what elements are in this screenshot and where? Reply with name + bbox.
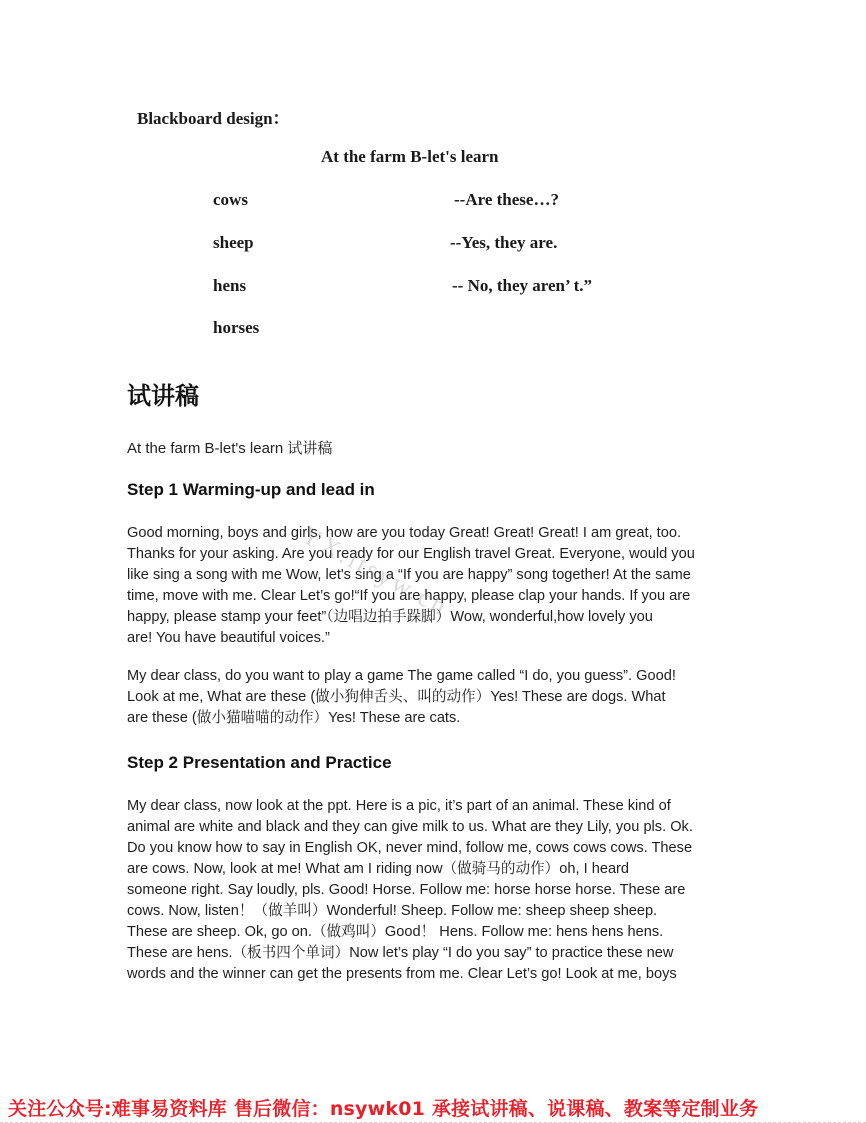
- text-line: My dear class, now look at the ppt. Here is a pic, it’s part of an animal. These kind of: [127, 798, 671, 814]
- text-line: happy, please stamp your feet”（边唱边拍手跺脚）Wow, wonderful,how lovely you: [127, 609, 653, 625]
- text-line: like sing a song with me Wow, let's sing a “If you are happy” song together! At the same: [127, 567, 691, 583]
- footer-promo-text: 关注公众号:难事易资料库 售后微信：nsywk01 承接试讲稿、说课稿、教案等定制业务: [8, 1098, 759, 1120]
- text-line: someone right. Say loudly, pls. Good! Horse. Follow me: horse horse horse. These are: [127, 882, 686, 898]
- blackboard-phrase-yes: --Yes, they are.: [450, 233, 558, 252]
- section-title: 试讲稿: [127, 382, 199, 410]
- blackboard-word-cows: cows: [213, 190, 248, 209]
- text-line: are these (做小猫喵喵的动作）Yes! These are cats.: [127, 710, 461, 726]
- text-line: animal are white and black and they can give milk to us. What are they Lily, you pls. Ok.: [127, 819, 693, 835]
- blackboard-title: At the farm B-let's learn: [321, 147, 499, 166]
- text-line: These are sheep. Ok, go on.（做鸡叫）Good！ Hens. Follow me: hens hens hens.: [127, 924, 664, 940]
- text-line: time, move with me. Clear Let’s go!“If you are happy, please clap your hands. If you are: [127, 588, 691, 604]
- blackboard-word-sheep: sheep: [213, 233, 254, 252]
- step-2-paragraph-1: [127, 796, 739, 985]
- step-1-paragraph-1: [127, 523, 739, 649]
- watermark: YX.ltsyw.cn: [296, 520, 454, 623]
- blackboard-phrase-question: --Are these…?: [454, 190, 559, 209]
- text-line: Good morning, boys and girls, how are you today Great! Great! Great! I am great, too.: [127, 525, 682, 541]
- text-line: Do you know how to say in English OK, never mind, follow me, cows cows cows. These: [127, 840, 693, 856]
- step-1-paragraph-2: [127, 666, 739, 729]
- text-line: are! You have beautiful voices.”: [127, 630, 330, 646]
- text-line: These are hens.（板书四个单词）Now let’s play “I do you say” to practice these new: [127, 945, 674, 961]
- blackboard-word-horses: horses: [213, 318, 260, 337]
- text-line: Look at me, What are these (做小狗伸舌头、叫的动作）Yes! These are dogs. What: [127, 689, 666, 705]
- step-2-heading: Step 2 Presentation and Practice: [127, 753, 392, 772]
- document-subtitle: At the farm B-let's learn 试讲稿: [127, 440, 333, 457]
- text-line: are cows. Now, look at me! What am I riding now（做骑马的动作）oh, I heard: [127, 861, 630, 877]
- blackboard-heading: Blackboard design：: [137, 109, 290, 128]
- text-line: cows. Now, listen！（做羊叫）Wonderful! Sheep. Follow me: sheep sheep sheep.: [127, 903, 658, 919]
- footer-banner: [0, 1094, 866, 1123]
- blackboard-word-hens: hens: [213, 276, 247, 295]
- step-1-heading: Step 1 Warming-up and lead in: [127, 480, 375, 499]
- text-line: My dear class, do you want to play a game The game called “I do, you guess”. Good!: [127, 668, 676, 684]
- text-line: Thanks for your asking. Are you ready for our English travel Great. Everyone, would you: [127, 546, 695, 562]
- text-line: words and the winner can get the presents from me. Clear Let’s go! Look at me, boys: [127, 966, 677, 982]
- blackboard-phrase-no: -- No, they aren’ t.”: [452, 276, 593, 295]
